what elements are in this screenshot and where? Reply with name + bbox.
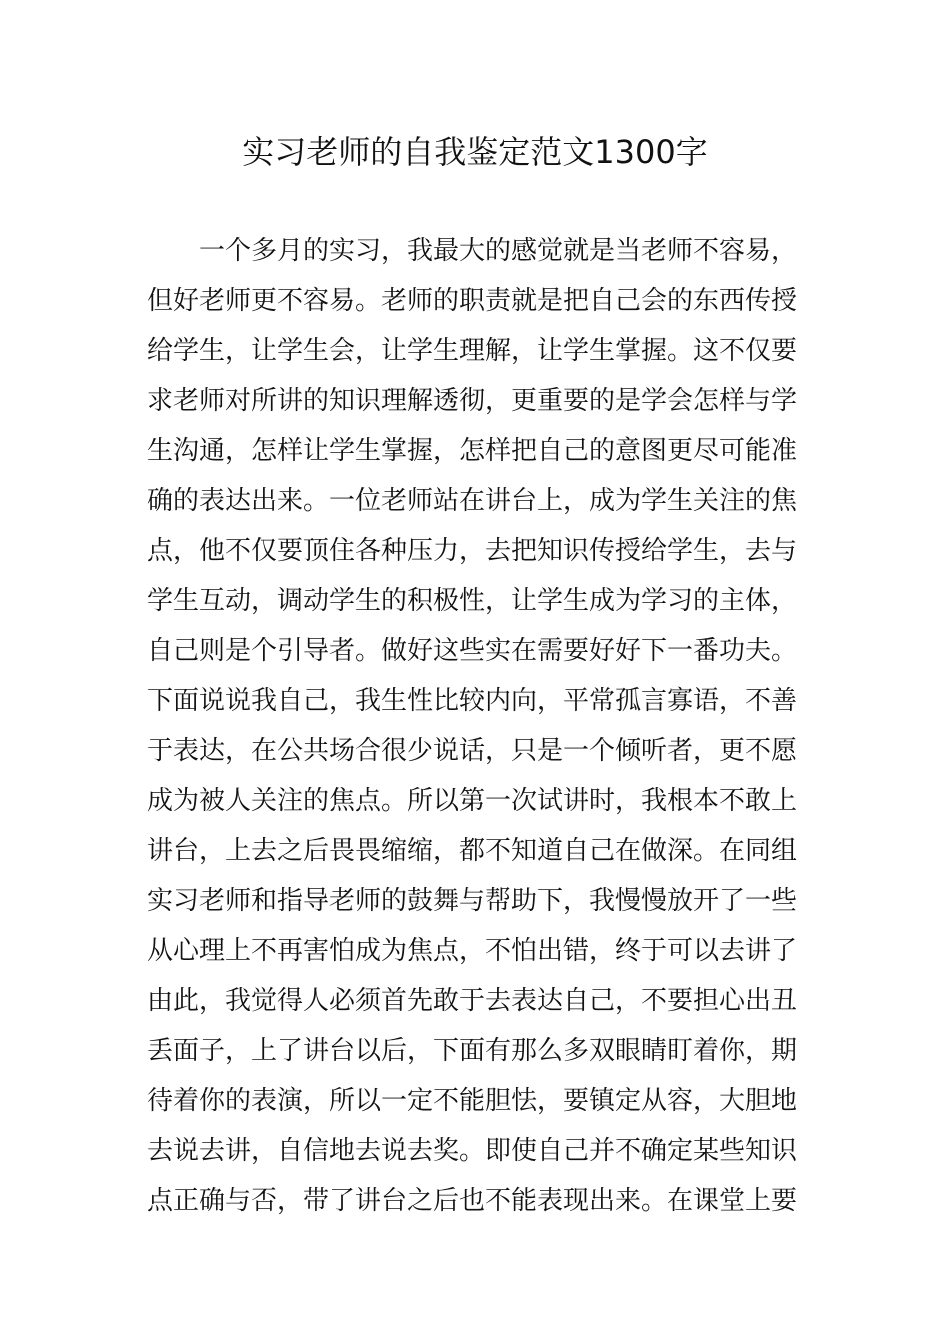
body-line: 生沟通，怎样让学生掌握，怎样把自己的意图更尽可能准	[147, 436, 798, 466]
body-line: 讲台，上去之后畏畏缩缩，都不知道自己在做深。在同组	[147, 836, 798, 866]
body-line: 求老师对所讲的知识理解透彻，更重要的是学会怎样与学	[147, 386, 798, 416]
body-line: 学生互动，调动学生的积极性，让学生成为学习的主体，	[147, 586, 798, 616]
body-line: 但好老师更不容易。老师的职责就是把自己会的东西传授	[147, 286, 798, 316]
document-body	[147, 226, 815, 1226]
body-line: 自己则是个引导者。做好这些实在需要好好下一番功夫。	[147, 636, 798, 666]
body-line: 丢面子，上了讲台以后，下面有那么多双眼睛盯着你，期	[147, 1036, 798, 1066]
body-line: 下面说说我自己，我生性比较内向，平常孤言寡语，不善	[147, 686, 798, 716]
body-line: 由此，我觉得人必须首先敢于去表达自己，不要担心出丑	[147, 986, 798, 1016]
body-line: 去说去讲，自信地去说去奖。即使自己并不确定某些知识	[147, 1136, 798, 1166]
body-line: 点正确与否，带了讲台之后也不能表现出来。在课堂上要	[147, 1186, 798, 1216]
body-line: 实习老师和指导老师的鼓舞与帮助下，我慢慢放开了一些	[147, 886, 798, 916]
body-line: 待着你的表演，所以一定不能胆怯，要镇定从容，大胆地	[147, 1086, 798, 1116]
body-line: 一个多月的实习，我最大的感觉就是当老师不容易，	[199, 236, 798, 266]
body-line: 从心理上不再害怕成为焦点，不怕出错，终于可以去讲了	[147, 936, 798, 966]
body-line: 给学生，让学生会，让学生理解，让学生掌握。这不仅要	[147, 336, 798, 366]
body-line: 点，他不仅要顶住各种压力，去把知识传授给学生，去与	[147, 536, 798, 566]
body-line: 确的表达出来。一位老师站在讲台上，成为学生关注的焦	[147, 486, 798, 516]
body-line: 成为被人关注的焦点。所以第一次试讲时，我根本不敢上	[147, 786, 798, 816]
body-line: 于表达，在公共场合很少说话，只是一个倾听者，更不愿	[147, 736, 798, 766]
document-title: 实习老师的自我鉴定范文1300字	[242, 133, 708, 171]
